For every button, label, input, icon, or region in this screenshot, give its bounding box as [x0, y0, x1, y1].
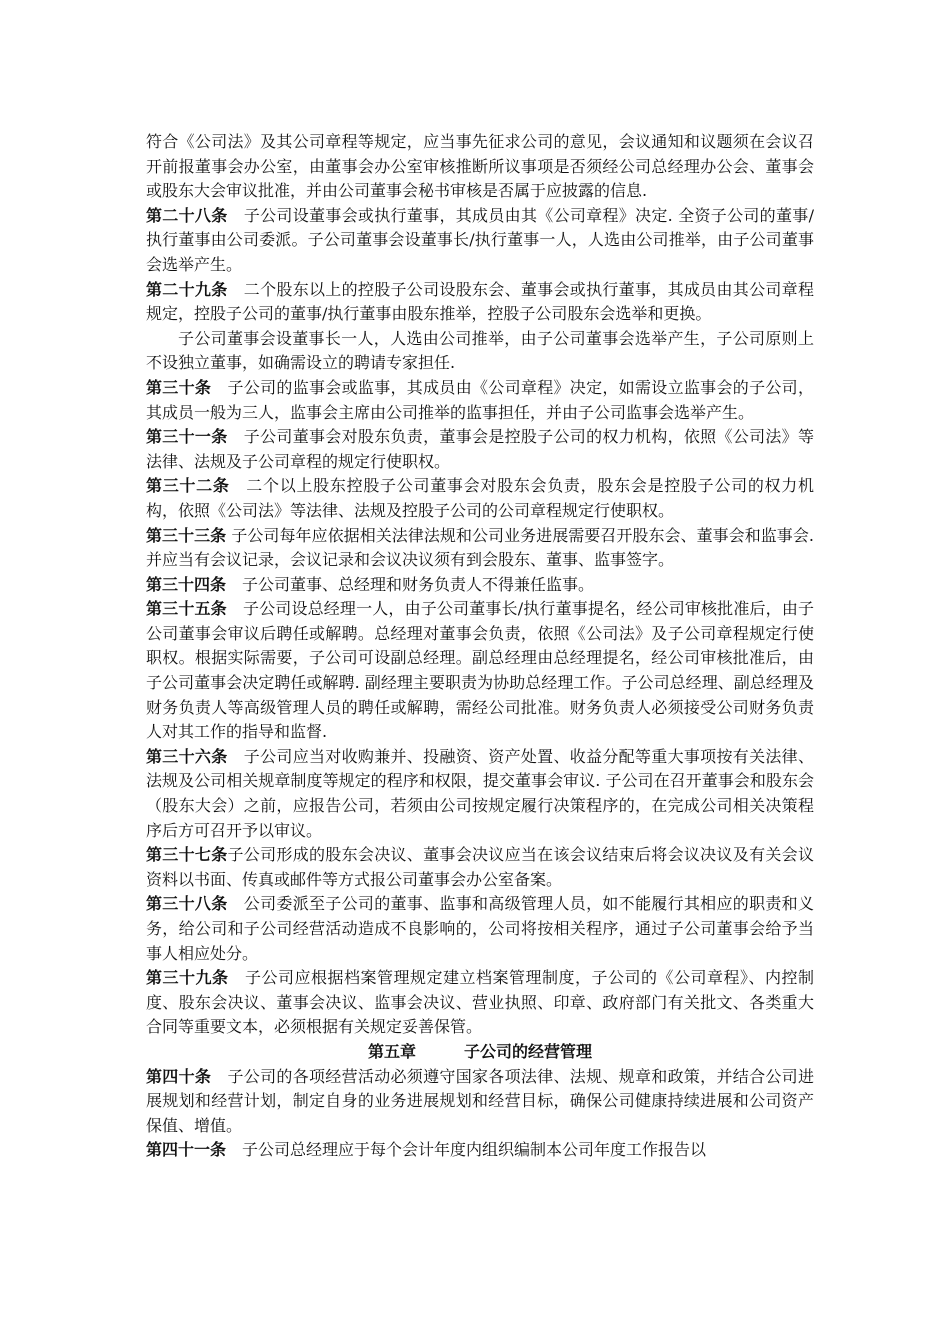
article-heading: 第三十九条 [146, 968, 229, 988]
article-29-subparagraph [146, 327, 814, 376]
article-31 [146, 425, 814, 474]
article-text: 子公司应当对收购兼并、投融资、资产处置、收益分配等重大事项按有关法律、法规及公司相关规章制度等规定的程序和权限，提交董事会审议. 子公司在召开董事会和股东会（股东大会）之前，应报告公司，若须由公司按规定履行决策程序的，在完成公司相关决策程序后方可召开予以审议。 [146, 746, 814, 840]
article-heading: 第二十九条 [146, 279, 228, 299]
article-text: 子公司每年应依据相关法律法规和公司业务进展需要召开股东会、董事会和监事会. 并应当有会议记录，会议记录和会议决议须有到会股东、董事、监事签字。 [146, 525, 814, 570]
article-36 [146, 745, 814, 843]
paragraph-text: 子公司董事会设董事长一人，人选由公司推举，由子公司董事会选举产生，子公司原则上不设独立董事，如确需设立的聘请专家担任. [146, 328, 814, 373]
article-text: 二个以上股东控股子公司董事会对股东会负责，股东会是控股子公司的权力机构，依照《公司法》等法律、法规及控股子公司的公司章程规定行使职权。 [146, 476, 814, 520]
article-heading: 第三十三条 [146, 525, 227, 545]
article-heading: 第三十六条 [146, 746, 228, 766]
article-33 [146, 524, 814, 573]
article-heading: 第三十七条 [146, 845, 228, 865]
article-38 [146, 892, 814, 966]
article-39 [146, 966, 814, 1040]
article-heading: 第二十八条 [146, 205, 228, 225]
article-text: 子公司设董事会或执行董事，其成员由其《公司章程》决定. 全资子公司的董事/执行董事由公司委派。子公司董事会设董事长/执行董事一人，人选由公司推举，由子公司董事会选举产生。 [146, 205, 814, 274]
article-heading: 第三十条 [146, 377, 212, 397]
article-text: 子公司形成的股东会决议、董事会决议应当在该会议结束后将会议决议及有关会议资料以书面、传真或邮件等方式报公司董事会办公室备案。 [146, 845, 814, 889]
article-text: 子公司董事会对股东负责，董事会是控股子公司的权力机构，依照《公司法》等法律、法规及子公司章程的规定行使职权。 [146, 427, 814, 471]
article-40 [146, 1065, 814, 1139]
article-text: 子公司设总经理一人，由子公司董事长/执行董事提名，经公司审核批准后，由子公司董事会审议后聘任或解聘。总经理对董事会负责，依照《公司法》及子公司章程规定行使职权。根据实际需要，子公司可设副总经理。副总经理由总经理提名，经公司审核批准后，由子公司董事会决定聘任或解聘. 副经理主要职责为协助总经理工作。子公司总经理、副总经理及财务负责人等高级管理人员的聘任或解聘，需经公司批准。财务负责人必须接受公司财务负责人对其工作的指导和监督. [146, 599, 814, 742]
document-page [146, 130, 814, 1163]
article-heading: 第三十八条 [146, 894, 228, 914]
article-heading: 第三十二条 [146, 476, 230, 496]
paragraph-continuation [146, 130, 814, 204]
article-heading: 第三十一条 [146, 427, 228, 447]
article-32 [146, 474, 814, 523]
article-text: 子公司的各项经营活动必须遵守国家各项法律、法规、规章和政策，并结合公司进展规划和经营计划，制定自身的业务进展规划和经营目标，确保公司健康持续进展和公司资产保值、增值。 [146, 1066, 814, 1135]
article-text: 子公司应根据档案管理规定建立档案管理制度，子公司的《公司章程》、内控制度、股东会决议、董事会决议、监事会决议、营业执照、印章、政府部门有关批文、各类重大合同等重要文本，必须根据有关规定妥善保管。 [146, 968, 814, 1037]
article-37 [146, 843, 814, 892]
article-30 [146, 376, 814, 425]
article-heading: 第三十四条 [146, 574, 227, 594]
article-heading: 第四十一条 [146, 1140, 227, 1160]
article-text: 公司委派至子公司的董事、监事和高级管理人员，如不能履行其相应的职责和义务，给公司和子公司经营活动造成不良影响的，公司将按相关程序，通过子公司董事会给予当事人相应处分。 [146, 894, 814, 963]
chapter-title: 子公司的经营管理 [464, 1041, 593, 1061]
article-heading: 第三十五条 [146, 599, 227, 619]
article-text: 子公司的监事会或监事，其成员由《公司章程》决定，如需设立监事会的子公司，其成员一般为三人，监事会主席由公司推举的监事担任，并由子公司监事会选举产生。 [146, 377, 814, 422]
article-text: 子公司总经理应于每个会计年度内组织编制本公司年度工作报告以 [226, 1140, 707, 1160]
chapter-heading [146, 1040, 814, 1065]
article-34 [146, 573, 814, 598]
chapter-number: 第五章 [367, 1041, 416, 1061]
article-heading: 第四十条 [146, 1066, 212, 1086]
paragraph-text: 符合《公司法》及其公司章程等规定，应当事先征求公司的意见，会议通知和议题须在会议召开前报董事会办公室，由董事会办公室审核推断所议事项是否须经公司总经理办公会、董事会或股东大会审议批准，并由公司董事会秘书审核是否属于应披露的信息. [146, 132, 814, 201]
article-28 [146, 204, 814, 278]
article-text: 二个股东以上的控股子公司设股东会、董事会或执行董事，其成员由其公司章程规定，控股子公司的董事/执行董事由股东推举，控股子公司股东会选举和更换。 [146, 279, 814, 324]
article-29 [146, 278, 814, 327]
article-text: 子公司董事、总经理和财务负责人不得兼任监事。 [226, 574, 595, 594]
article-35 [146, 597, 814, 745]
article-41 [146, 1138, 814, 1163]
